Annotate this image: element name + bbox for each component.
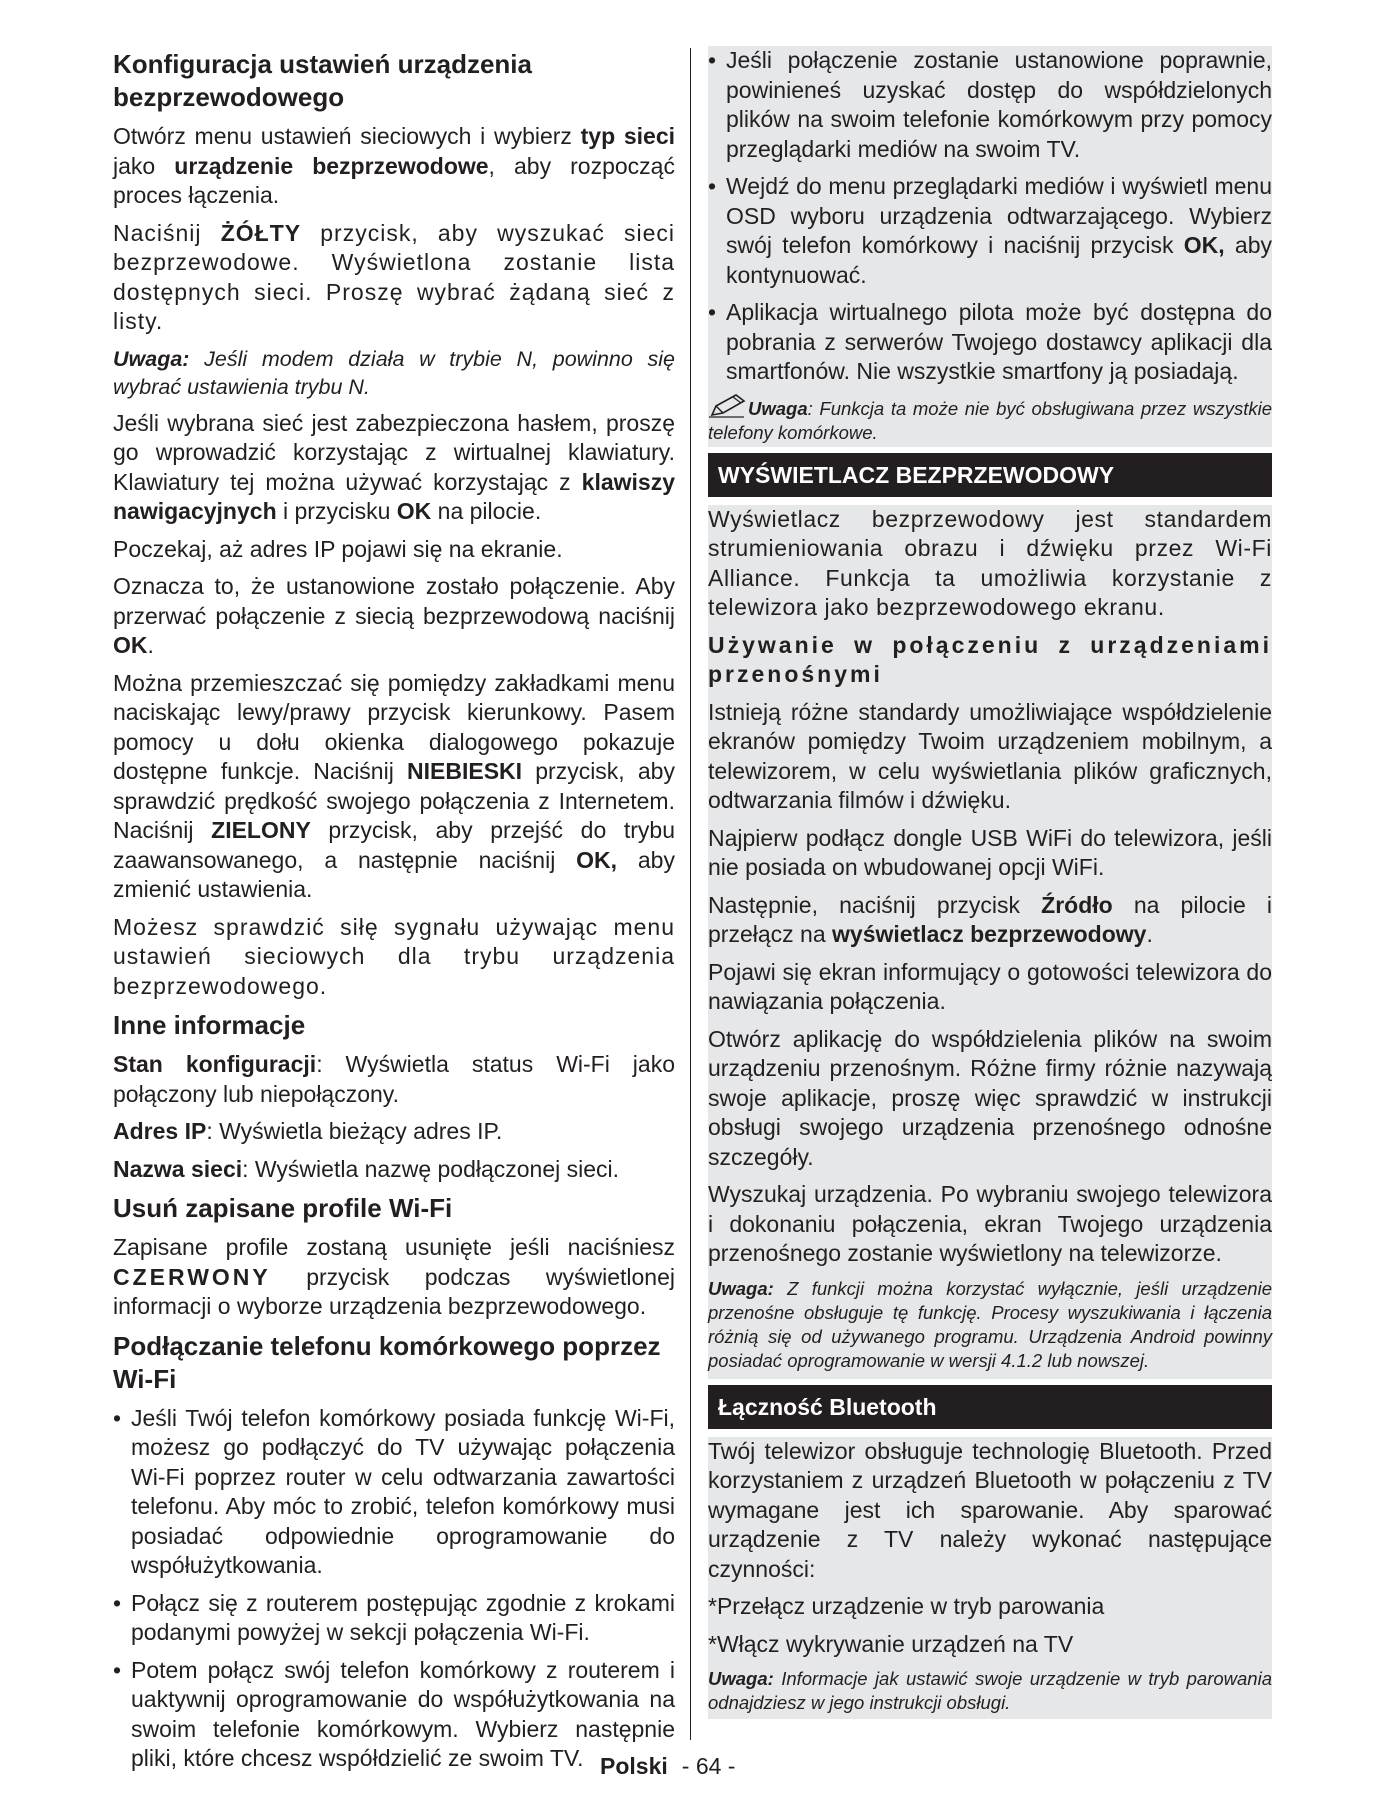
note-bluetooth: Uwaga: Informacje jak ustawić swoje urządzenie w tryb parowania odnajdziesz w jego instrukcji obsługi. — [708, 1668, 1272, 1713]
column-divider — [690, 48, 691, 1740]
paragraph: Otwórz aplikację do współdzielenia plików na swoim urządzeniu przenośnym. Różne firmy różnie nazywają swoje aplikacje, proszę więc sprawdzić w instrukcji obsługi swojego urządzenia przenośnego odnośne szczegóły. — [708, 1025, 1272, 1170]
info-config-status: Stan konfiguracji: Wyświetla status Wi-Fi jako połączony lub niepołączony. — [113, 1051, 676, 1107]
page-number: - 64 - — [681, 1753, 736, 1779]
grey-box-phone — [708, 46, 1272, 447]
paragraph: Twój telewizor obsługuje technologię Bluetooth. Przed korzystaniem z urządzeń Bluetooth w połączeniu z TV wymagane jest ich sparowanie. Aby sparować urządzenie z TV należy wykonać następujące czynności: — [708, 1437, 1272, 1582]
list-item: • Potem połącz swój telefon komórkowy z routerem i uaktywnij oprogramowanie do współużytkowania na swoim telefonie komórkowym. Wybierz następnie pliki, które chcesz współdzielić ze swoim TV. — [113, 1656, 675, 1774]
subheading-mobile: Używanie w połączeniu z urządzeniami przenośnymi — [708, 631, 1272, 687]
paragraph: Jeśli wybrana sieć jest zabezpieczona hasłem, proszę go wprowadzić korzystając z wirtualnej klawiatury. Klawiatury tej można używać korzystając z klawiszy nawigacyjnych i przycisku OK na pilocie. — [113, 409, 675, 524]
paragraph: Następnie, naciśnij przycisk Źródło na pilocie i przełącz na wyświetlacz bezprzewodowy. — [708, 891, 1272, 947]
grey-box-bluetooth — [708, 1437, 1272, 1720]
paragraph: Najpierw podłącz dongle USB WiFi do telewizora, jeśli nie posiada on wbudowanej opcji WiFi. — [708, 824, 1272, 880]
paragraph: Wyświetlacz bezprzewodowy jest standardem strumieniowania obrazu i dźwięku przez Wi-Fi Alliance. Funkcja ta umożliwia korzystanie z telewizora jako bezprzewodowego ekranu. — [708, 505, 1272, 620]
paragraph: Możesz sprawdzić siłę sygnału używając menu ustawień sieciowych dla trybu urządzenia bezprzewodowego. — [113, 913, 675, 999]
section-band-wireless-display: WYŚWIETLACZ BEZPRZEWODOWY — [708, 453, 1272, 497]
footer-language: Polski — [600, 1753, 668, 1779]
paragraph: Otwórz menu ustawień sieciowych i wybierz typ sieci jako urządzenie bezprzewodowe, aby rozpocząć proces łączenia. — [113, 123, 675, 208]
grey-box-wireless-display — [708, 505, 1272, 1379]
phone-bullet-list-continued — [708, 46, 1272, 387]
paragraph: Pojawi się ekran informujący o gotowości telewizora do nawiązania połączenia. — [708, 958, 1272, 1014]
phone-bullet-list — [113, 1404, 675, 1774]
paragraph: *Włącz wykrywanie urządzeń na TV — [708, 1630, 1074, 1657]
note-phone: Uwaga: Funkcja ta może nie być obsługiwana przez wszystkie telefony komórkowe. — [708, 393, 1272, 445]
section-band-bluetooth: Łączność Bluetooth — [708, 1385, 1272, 1429]
paragraph: Poczekaj, aż adres IP pojawi się na ekranie. — [113, 535, 563, 562]
paragraph: Istnieją różne standardy umożliwiające współdzielenie ekranów pomiędzy Twoim urządzeniem mobilnym, a telewizorem, w celu wyświetlania plików graficznych, odtwarzania filmów i dźwięku. — [708, 698, 1272, 813]
info-network-name: Nazwa sieci: Wyświetla nazwę podłączonej sieci. — [113, 1155, 620, 1182]
paragraph: Oznacza to, że ustanowione zostało połączenie. Aby przerwać połączenie z siecią bezprzewodową naciśnij OK. — [113, 573, 675, 658]
paragraph: Można przemieszczać się pomiędzy zakładkami menu naciskając lewy/prawy przycisk kierunkowy. Pasem pomocy u dołu okienka dialogowego pokazuje dostępne funkcje. Naciśnij NIEBIESKI przycisk, aby sprawdzić prędkość swojego połączenia z Internetem. Naciśnij ZIELONY przycisk, aby przejść do trybu zaawansowanego, a następnie naciśnij OK, aby zmienić ustawienia. — [113, 669, 675, 902]
list-item: • Jeśli Twój telefon komórkowy posiada funkcję Wi-Fi, możesz go podłączyć do TV używając połączenia Wi-Fi poprzez router w celu odtwarzania zawartości telefonu. Aby móc to zrobić, telefon komórkowy musi posiadać odpowiednie oprogramowanie do współużytkowania. — [113, 1404, 675, 1581]
paragraph: *Przełącz urządzenie w tryb parowania — [708, 1593, 1105, 1619]
note: Uwaga: Jeśli modem działa w trybie N, powinno się wybrać ustawienia trybu N. — [113, 346, 675, 399]
pencil-note-icon — [708, 393, 748, 419]
heading-delete-profiles: Usuń zapisane profile Wi-Fi — [113, 1193, 453, 1223]
page-footer — [600, 1753, 735, 1780]
paragraph: Naciśnij ŻÓŁTY przycisk, aby wyszukać sieci bezprzewodowe. Wyświetlona zostanie lista dostępnych sieci. Proszę wybrać żądaną sieć z listy. — [113, 219, 675, 334]
left-column — [113, 44, 675, 1782]
info-ip-address: Adres IP: Wyświetla bieżący adres IP. — [113, 1118, 503, 1144]
list-item: • Jeśli połączenie zostanie ustanowione poprawnie, powinieneś uzyskać dostęp do współdzielonych plików na swoim telefonie komórkowym przy pomocy przeglądarki mediów na swoim TV. — [708, 46, 1272, 164]
list-item: • Aplikacja wirtualnego pilota może być dostępna do pobrania z serwerów Twojego dostawcy aplikacji dla smartfonów. Nie wszystkie smartfony ją posiadają. — [708, 298, 1272, 387]
heading-wireless-config: Konfiguracja ustawień urządzenia bezprzewodowego — [113, 49, 532, 112]
right-column — [708, 46, 1272, 1719]
list-item: • Wejdź do menu przeglądarki mediów i wyświetl menu OSD wyboru urządzenia odtwarzającego. Wybierz swój telefon komórkowy i naciśnij przycisk OK, aby kontynuować. — [708, 172, 1272, 290]
paragraph: Wyszukaj urządzenia. Po wybraniu swojego telewizora i dokonaniu połączenia, ekran Twojego urządzenia przenośnego zostanie wyświetlony na telewizorze. — [708, 1181, 1272, 1266]
heading-phone-wifi: Podłączanie telefonu komórkowego poprzez Wi-Fi — [113, 1330, 661, 1394]
heading-other-info: Inne informacje — [113, 1010, 306, 1040]
paragraph: Zapisane profile zostaną usunięte jeśli naciśniesz CZERWONY przycisk podczas wyświetlonej informacji o wyborze urządzenia bezprzewodowego. — [113, 1234, 675, 1319]
note-wireless-display: Uwaga: Z funkcji można korzystać wyłącznie, jeśli urządzenie przenośne obsługuje tę funkcję. Procesy wyszukiwania i łączenia różnią się od używanego programu. Urządzenia Android powinny posiadać oprogramowanie w wersji 4.1.2 lub nowszej. — [708, 1277, 1272, 1371]
list-item: • Połącz się z routerem postępując zgodnie z krokami podanymi powyżej w sekcji połączenia Wi-Fi. — [113, 1589, 675, 1648]
